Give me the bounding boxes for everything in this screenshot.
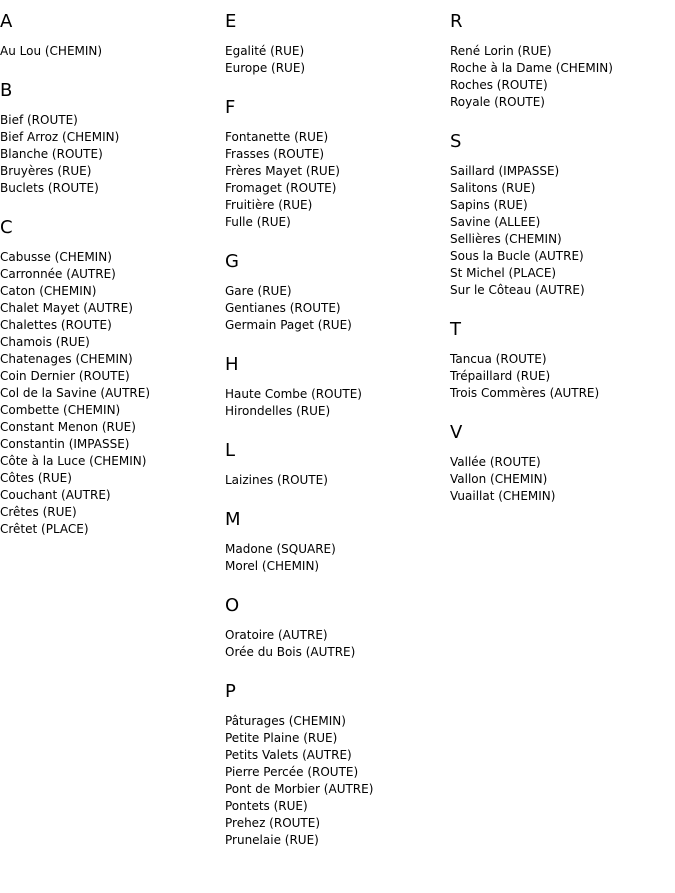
letter-heading: S (450, 131, 462, 152)
street-item: Germain Paget (RUE) (225, 318, 352, 332)
street-item: Morel (CHEMIN) (225, 559, 320, 573)
street-item: Au Lou (CHEMIN) (0, 44, 103, 58)
street-item: Constant Menon (RUE) (0, 420, 136, 434)
street-item: Frères Mayet (RUE) (225, 164, 340, 178)
street-item: Sellières (CHEMIN) (450, 232, 562, 246)
street-item: Madone (SQUARE) (225, 542, 336, 556)
letter-heading: C (0, 217, 13, 238)
street-item: Fromaget (ROUTE) (225, 181, 337, 195)
street-item: Cabusse (CHEMIN) (0, 250, 112, 264)
street-item: Fontanette (RUE) (225, 130, 329, 144)
street-item: Chatenages (CHEMIN) (0, 352, 133, 366)
street-item: Saillard (IMPASSE) (450, 164, 560, 178)
street-item: Salitons (RUE) (450, 181, 536, 195)
street-item: Bief (ROUTE) (0, 113, 78, 127)
street-item: Couchant (AUTRE) (0, 488, 111, 502)
letter-section-c (0, 217, 224, 538)
street-column-1 (0, 0, 224, 558)
street-list (225, 713, 449, 849)
letter-section-h (225, 354, 449, 420)
street-item: Chalettes (ROUTE) (0, 318, 112, 332)
street-list (0, 112, 224, 197)
letter-section-v (450, 422, 674, 505)
street-item: René Lorin (RUE) (450, 44, 552, 58)
street-item: Laizines (ROUTE) (225, 473, 328, 487)
street-item: Roches (ROUTE) (450, 78, 548, 92)
street-item: Tancua (ROUTE) (450, 352, 547, 366)
letter-heading: E (225, 11, 237, 32)
street-item: Prehez (ROUTE) (225, 816, 321, 830)
street-item: Pont de Morbier (AUTRE) (225, 782, 374, 796)
street-item: Trois Commères (AUTRE) (450, 386, 600, 400)
letter-heading: O (225, 595, 240, 616)
street-item: Fruitière (RUE) (225, 198, 313, 212)
street-item: Pierre Percée (ROUTE) (225, 765, 359, 779)
street-item: Petits Valets (AUTRE) (225, 748, 352, 762)
street-list (225, 472, 449, 489)
street-item: Fulle (RUE) (225, 215, 291, 229)
street-list (0, 249, 224, 538)
street-item: Sous la Bucle (AUTRE) (450, 249, 584, 263)
street-list (225, 43, 449, 77)
street-list (225, 386, 449, 420)
street-item: Europe (RUE) (225, 61, 306, 75)
street-item: Blanche (ROUTE) (0, 147, 103, 161)
letter-section-l (225, 440, 449, 489)
letter-heading: T (450, 319, 461, 340)
letter-section-p (225, 681, 449, 849)
street-list (225, 129, 449, 231)
street-item: Oratoire (AUTRE) (225, 628, 328, 642)
street-item: Bief Arroz (CHEMIN) (0, 130, 120, 144)
street-item: Pâturages (CHEMIN) (225, 714, 346, 728)
letter-section-t (450, 319, 674, 402)
letter-heading: L (225, 440, 236, 461)
letter-heading: G (225, 251, 239, 272)
letter-heading: P (225, 681, 236, 702)
street-item: Chamois (RUE) (0, 335, 90, 349)
street-item: St Michel (PLACE) (450, 266, 557, 280)
letter-heading: H (225, 354, 239, 375)
letter-section-e (225, 11, 449, 77)
letter-heading: A (0, 11, 13, 32)
street-item: Hirondelles (RUE) (225, 404, 331, 418)
letter-heading: V (450, 422, 463, 443)
street-item: Chalet Mayet (AUTRE) (0, 301, 133, 315)
street-item: Haute Combe (ROUTE) (225, 387, 362, 401)
street-item: Col de la Savine (AUTRE) (0, 386, 150, 400)
street-item: Vallée (ROUTE) (450, 455, 541, 469)
letter-section-m (225, 509, 449, 575)
street-item: Sapins (RUE) (450, 198, 528, 212)
street-item: Combette (CHEMIN) (0, 403, 121, 417)
letter-heading: M (225, 509, 241, 530)
street-item: Vuaillat (CHEMIN) (450, 489, 556, 503)
street-list (0, 43, 224, 60)
street-item: Crêtes (RUE) (0, 505, 77, 519)
street-item: Bruyères (RUE) (0, 164, 92, 178)
street-list (225, 283, 449, 334)
street-item: Gentianes (ROUTE) (225, 301, 341, 315)
letter-heading: B (0, 80, 13, 101)
street-item: Trépaillard (RUE) (450, 369, 551, 383)
street-item: Frasses (ROUTE) (225, 147, 325, 161)
street-item: Caton (CHEMIN) (0, 284, 97, 298)
street-list (225, 627, 449, 661)
street-list (450, 351, 674, 402)
street-item: Buclets (ROUTE) (0, 181, 99, 195)
letter-section-s (450, 131, 674, 299)
street-list (450, 43, 674, 111)
street-item: Orée du Bois (AUTRE) (225, 645, 356, 659)
street-column-3 (450, 0, 674, 525)
letter-section-a (0, 11, 224, 60)
street-item: Côtes (RUE) (0, 471, 72, 485)
street-item: Côte à la Luce (CHEMIN) (0, 454, 147, 468)
street-item: Constantin (IMPASSE) (0, 437, 130, 451)
street-item: Egalité (RUE) (225, 44, 305, 58)
street-item: Coin Dernier (ROUTE) (0, 369, 130, 383)
letter-heading: F (225, 97, 236, 118)
street-item: Vallon (CHEMIN) (450, 472, 548, 486)
street-list (450, 454, 674, 505)
street-item: Crêtet (PLACE) (0, 522, 89, 536)
street-item: Pontets (RUE) (225, 799, 308, 813)
street-column-2 (225, 0, 449, 869)
street-item: Gare (RUE) (225, 284, 292, 298)
letter-section-b (0, 80, 224, 197)
street-item: Sur le Côteau (AUTRE) (450, 283, 585, 297)
letter-section-r (450, 11, 674, 111)
street-list (225, 541, 449, 575)
letter-heading: R (450, 11, 463, 32)
street-item: Petite Plaine (RUE) (225, 731, 338, 745)
street-item: Savine (ALLEE) (450, 215, 541, 229)
street-list (450, 163, 674, 299)
street-item: Carronnée (AUTRE) (0, 267, 116, 281)
letter-section-g (225, 251, 449, 334)
street-item: Roche à la Dame (CHEMIN) (450, 61, 613, 75)
street-item: Prunelaie (RUE) (225, 833, 319, 847)
letter-section-o (225, 595, 449, 661)
letter-section-f (225, 97, 449, 231)
street-item: Royale (ROUTE) (450, 95, 545, 109)
